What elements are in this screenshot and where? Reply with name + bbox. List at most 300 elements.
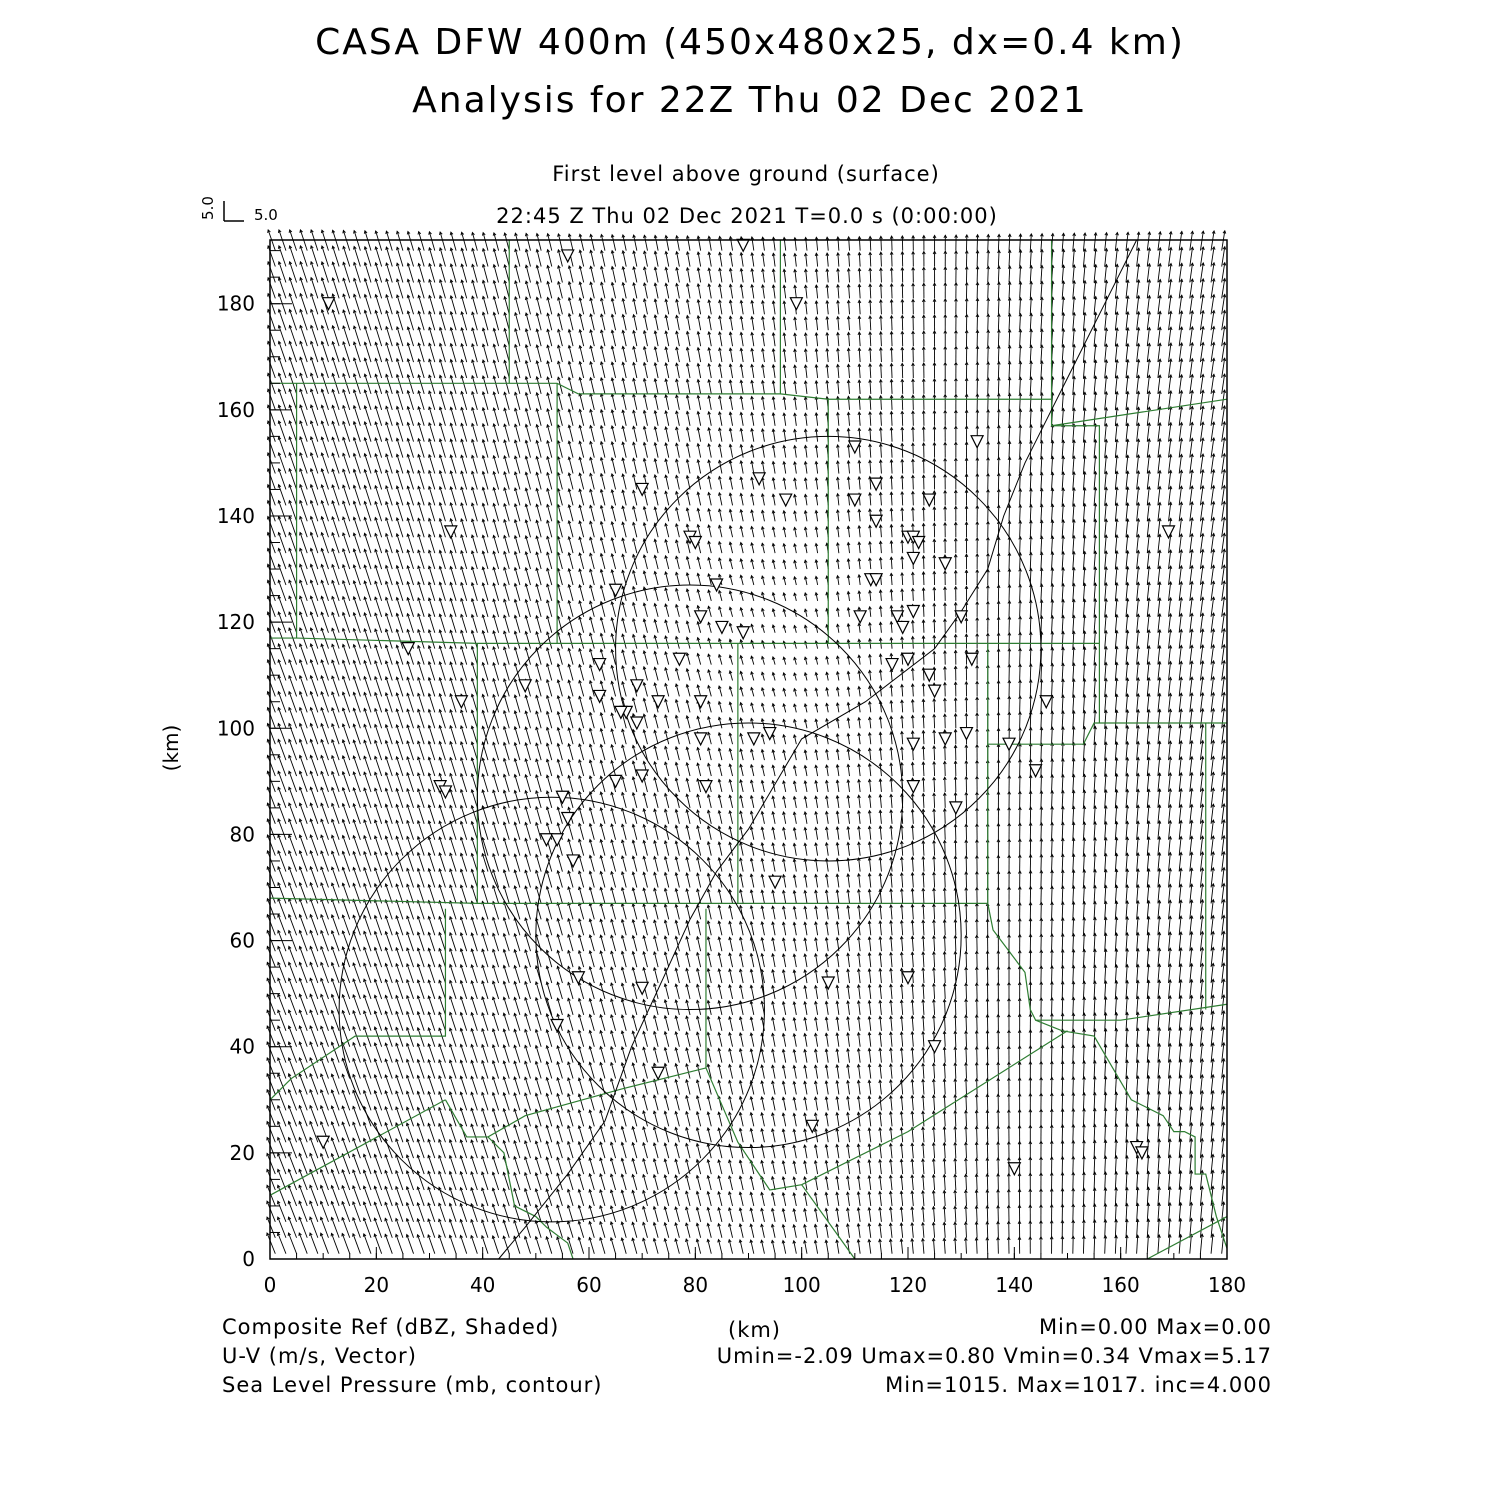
wind-vector (579, 1142, 584, 1158)
wind-vector (515, 711, 520, 728)
wind-vector (289, 739, 297, 760)
wind-vector (547, 393, 551, 410)
wind-vector (494, 424, 499, 442)
wind-vector (591, 314, 595, 330)
wind-vector (418, 646, 424, 665)
wind-vector (289, 962, 297, 983)
wind-vector (579, 1190, 584, 1206)
wind-vector (439, 917, 445, 936)
wind-vector (439, 837, 445, 856)
wind-vector (439, 1060, 445, 1079)
wind-vector (547, 1141, 552, 1158)
wind-vector (547, 759, 552, 776)
wind-vector (515, 647, 520, 664)
wind-vector (482, 885, 488, 903)
wind-vector (267, 946, 275, 967)
wind-vector (310, 946, 318, 967)
wind-vector (579, 935, 584, 951)
wind-vector (450, 869, 456, 887)
wind-vector (418, 948, 424, 967)
wind-vector (418, 375, 424, 394)
wind-vector (440, 423, 446, 442)
wind-vector (440, 503, 446, 522)
wind-vector (472, 471, 477, 489)
wind-vector (580, 314, 584, 330)
wind-vector (633, 1190, 637, 1206)
wind-vector (569, 601, 573, 617)
wind-vector (428, 1219, 435, 1238)
wind-vector (526, 456, 531, 473)
wind-vector (644, 968, 648, 983)
wind-vector (611, 983, 615, 999)
wind-vector (429, 964, 435, 983)
wind-vector (310, 994, 318, 1015)
wind-vector (633, 1159, 637, 1175)
wind-vector (461, 1044, 467, 1062)
wind-vector (601, 522, 605, 538)
wind-vector (289, 978, 297, 999)
wind-vector (300, 580, 307, 601)
wind-vector (439, 853, 445, 872)
wind-vector (493, 806, 498, 824)
wind-vector (558, 664, 563, 680)
wind-vector (515, 838, 520, 855)
wind-vector (611, 999, 615, 1015)
wind-vector (537, 472, 542, 489)
wind-vector (418, 980, 424, 999)
wind-vector (547, 584, 552, 601)
wind-vector (568, 1173, 573, 1190)
wind-vector (504, 583, 509, 601)
wind-vector (526, 424, 531, 441)
wind-vector (493, 854, 498, 872)
wind-vector (493, 1077, 499, 1095)
wind-vector (289, 692, 296, 713)
wind-vector (461, 567, 466, 585)
wind-vector (289, 946, 297, 967)
wind-vector (557, 1062, 562, 1079)
wind-vector (311, 771, 318, 792)
wind-vector (504, 631, 509, 649)
wind-vector (268, 501, 275, 522)
wind-vector (450, 1060, 456, 1078)
wind-vector (525, 1029, 530, 1046)
wind-vector (591, 298, 595, 314)
wind-vector (418, 1012, 424, 1031)
wind-vector (557, 1046, 562, 1063)
wind-vector (644, 936, 648, 951)
wind-vector (461, 1092, 467, 1110)
wind-vector (461, 869, 467, 887)
wind-vector (622, 777, 626, 792)
wind-vector (429, 311, 435, 330)
wind-vector (419, 263, 425, 282)
wind-vector (482, 933, 488, 951)
wind-vector (580, 250, 584, 266)
wind-vector (418, 630, 424, 649)
wind-vector (300, 421, 307, 442)
wind-vector (558, 744, 563, 761)
wind-vector (268, 421, 275, 442)
wind-vector (461, 742, 467, 760)
wind-vector (429, 455, 435, 474)
wind-vector (300, 453, 307, 474)
wind-vector (418, 359, 424, 378)
wind-vector (536, 839, 541, 856)
wind-vector (504, 965, 509, 983)
wind-vector (580, 505, 584, 521)
wind-vector (418, 884, 424, 903)
wind-vector (633, 1015, 637, 1031)
wind-vector (418, 598, 424, 617)
wind-vector (643, 1095, 647, 1110)
wind-vector (504, 695, 509, 713)
wind-vector (622, 1031, 626, 1047)
wind-vector (289, 389, 296, 410)
wind-vector (418, 1123, 425, 1142)
wind-vector (279, 437, 286, 458)
wind-vector (483, 535, 488, 553)
wind-vector (364, 1234, 371, 1254)
wind-vector (450, 662, 456, 680)
wind-vector (569, 346, 573, 363)
wind-vector (547, 1062, 552, 1079)
wind-vector (483, 265, 488, 283)
wind-vector (268, 564, 276, 585)
wind-vector (267, 915, 275, 936)
wind-vector (558, 441, 562, 458)
wind-vector (268, 660, 276, 681)
wind-vector (504, 663, 509, 681)
wind-vector (311, 787, 318, 808)
wind-vector (600, 1158, 605, 1174)
wind-vector (504, 822, 509, 840)
wind-vector (278, 946, 286, 967)
wind-vector (504, 1204, 510, 1222)
wind-vector (526, 600, 531, 617)
wind-vector (483, 424, 488, 442)
wind-vector (461, 1076, 467, 1094)
wind-vector (622, 1142, 626, 1158)
wind-vector (654, 1079, 658, 1094)
wind-vector (601, 362, 605, 378)
wind-vector (278, 1026, 286, 1047)
wind-vector (279, 469, 286, 490)
wind-vector (418, 709, 424, 728)
wind-vector (515, 361, 520, 378)
wind-vector (300, 771, 307, 792)
wind-vector (504, 504, 509, 522)
wind-vector (633, 824, 637, 839)
wind-vector (418, 900, 424, 919)
wind-vector (514, 1173, 520, 1190)
wind-vector (300, 708, 307, 729)
wind-vector (419, 311, 425, 330)
wind-vector (472, 280, 477, 298)
wind-vector (590, 951, 595, 967)
wind-vector (429, 502, 435, 521)
wind-vector (289, 437, 296, 458)
wind-vector (300, 978, 308, 999)
wind-vector (461, 1108, 467, 1126)
wind-vector (461, 806, 467, 824)
wind-vector (569, 457, 573, 473)
wind-vector (440, 312, 445, 331)
wind-vector (580, 346, 584, 362)
wind-vector (525, 982, 530, 999)
wind-vector (440, 343, 445, 362)
wind-vector (483, 663, 488, 681)
wind-vector (471, 1188, 477, 1206)
wind-vector (504, 838, 509, 856)
wind-vector (633, 1222, 637, 1238)
wind-vector (471, 1140, 477, 1158)
wind-vector (419, 343, 425, 362)
wind-vector (654, 1047, 658, 1062)
wind-vector (568, 791, 573, 807)
wind-vector (558, 234, 562, 251)
wind-vector (536, 1157, 541, 1174)
wind-vector (579, 665, 583, 681)
wind-vector (633, 1143, 637, 1159)
wind-vector (450, 789, 456, 807)
wind-vector (267, 1026, 275, 1047)
wind-vector (558, 425, 562, 442)
wind-vector (278, 1122, 286, 1143)
wind-vector (300, 946, 308, 967)
wind-vector (590, 426, 594, 442)
wind-vector (569, 314, 573, 331)
wind-vector (547, 887, 552, 904)
wind-vector (429, 582, 435, 601)
wind-vector (439, 1076, 445, 1095)
wind-vector (471, 1092, 477, 1110)
wind-vector (461, 599, 466, 617)
wind-vector (590, 1110, 595, 1126)
wind-vector (268, 389, 275, 410)
wind-vector (494, 519, 499, 537)
wind-vector (654, 1127, 658, 1142)
wind-vector (483, 280, 488, 298)
wind-vector (311, 437, 318, 458)
wind-vector (311, 517, 318, 538)
wind-vector (418, 1028, 424, 1047)
wind-vector (547, 489, 551, 506)
wind-vector (472, 503, 477, 521)
wind-vector (526, 759, 531, 776)
wind-vector (590, 505, 594, 521)
wind-vector (612, 697, 616, 712)
wind-vector (440, 710, 446, 729)
wind-vector (515, 472, 520, 489)
wind-vector (472, 519, 477, 537)
wind-vector (418, 1139, 425, 1158)
wind-vector (504, 360, 509, 378)
wind-vector (504, 1093, 510, 1111)
wind-vector (579, 983, 584, 999)
wind-vector (472, 869, 478, 887)
wind-vector (654, 1111, 658, 1126)
wind-vector (439, 1171, 445, 1190)
wind-vector (590, 744, 594, 760)
wind-vector (461, 726, 467, 744)
wind-vector (311, 325, 318, 346)
wind-vector (579, 1014, 584, 1030)
wind-vector (440, 694, 446, 713)
wind-vector (279, 421, 286, 442)
wind-vector (590, 1206, 595, 1222)
wind-vector (428, 1123, 434, 1142)
wind-vector (289, 1074, 297, 1095)
wind-vector (580, 362, 584, 378)
wind-vector (568, 1205, 573, 1222)
wind-vector (440, 535, 446, 554)
wind-vector (482, 1124, 488, 1142)
wind-vector (494, 297, 499, 315)
wind-vector (439, 933, 445, 952)
wind-vector (299, 1153, 307, 1174)
wind-vector (267, 1217, 275, 1238)
wind-vector (418, 407, 424, 426)
wind-vector (665, 1223, 669, 1238)
wind-vector (547, 966, 552, 983)
wind-vector (267, 1074, 275, 1095)
wind-vector (461, 901, 467, 919)
wind-vector (515, 329, 520, 346)
wind-vector (568, 919, 573, 936)
wind-vector (310, 962, 318, 983)
wind-vector (537, 568, 542, 585)
wind-vector (558, 584, 562, 600)
wind-vector (568, 839, 573, 856)
wind-vector (461, 933, 467, 951)
wind-vector (547, 536, 551, 553)
wind-vector (611, 1174, 616, 1190)
wind-vector (654, 1143, 658, 1158)
wind-vector (279, 485, 286, 506)
wind-vector (429, 598, 435, 617)
wind-vector (601, 282, 605, 298)
wind-vector (504, 981, 509, 999)
wind-vector (536, 982, 541, 999)
wind-vector (494, 567, 499, 585)
wind-vector (482, 1172, 488, 1190)
wind-vector (493, 1013, 499, 1031)
wind-vector (547, 1046, 552, 1063)
wind-vector (268, 755, 276, 776)
wind-vector (601, 378, 605, 394)
wind-vector (493, 583, 498, 601)
wind-vector (505, 281, 510, 299)
wind-vector (429, 948, 435, 967)
wind-vector (483, 472, 488, 490)
wind-vector (643, 1191, 647, 1206)
wind-vector (558, 887, 563, 904)
wind-vector (311, 341, 318, 362)
wind-vector (472, 647, 477, 665)
wind-vector (300, 1026, 308, 1047)
wind-vector (462, 232, 467, 250)
wind-vector (601, 887, 605, 903)
wind-vector (590, 569, 594, 585)
wind-vector (643, 1015, 647, 1030)
wind-vector (494, 504, 499, 522)
wind-vector (504, 997, 509, 1015)
wind-vector (429, 996, 435, 1015)
wind-vector (429, 359, 435, 378)
wind-vector (311, 755, 318, 776)
wind-vector (547, 950, 552, 967)
wind-vector (310, 1090, 318, 1111)
wind-vector (439, 821, 445, 840)
wind-vector (278, 1137, 286, 1158)
wind-vector (568, 1158, 573, 1175)
wind-vector (310, 1122, 318, 1143)
wind-vector (548, 250, 552, 267)
wind-vector (471, 1124, 477, 1142)
wind-vector (493, 949, 499, 967)
wind-vector (526, 393, 531, 410)
wind-vector (268, 405, 275, 426)
wind-vector (547, 1078, 552, 1095)
wind-vector (526, 488, 531, 505)
wind-vector (643, 1127, 647, 1142)
wind-vector (311, 294, 318, 315)
wind-vector (558, 775, 563, 792)
wind-vector (289, 485, 296, 506)
wind-vector (289, 867, 297, 888)
wind-vector (547, 664, 552, 681)
wind-vector (311, 724, 318, 745)
wind-vector (278, 787, 286, 808)
wind-vector (451, 487, 456, 505)
wind-vector (429, 327, 435, 346)
wind-vector (461, 471, 466, 489)
wind-vector (654, 1095, 658, 1110)
wind-vector (515, 934, 520, 951)
wind-vector (601, 999, 605, 1015)
wind-vector (579, 808, 583, 824)
wind-vector (504, 440, 509, 458)
wind-vector (419, 327, 425, 346)
wind-vector (526, 520, 531, 537)
wind-vector (461, 710, 467, 728)
wind-vector (310, 978, 318, 999)
wind-vector (300, 310, 307, 331)
wind-vector (601, 298, 605, 314)
wind-vector (569, 393, 573, 410)
wind-vector (428, 1155, 434, 1174)
wind-vector (472, 742, 478, 760)
wind-vector (300, 883, 308, 904)
wind-vector (471, 1172, 477, 1190)
wind-vector (462, 248, 467, 266)
wind-vector (310, 1026, 318, 1047)
wind-vector (461, 1060, 467, 1078)
wind-vector (504, 1029, 510, 1047)
wind-vector (526, 504, 531, 521)
wind-vector (601, 426, 605, 442)
wind-vector (557, 1157, 562, 1174)
wind-vector (429, 741, 435, 760)
wind-vector (537, 297, 541, 314)
wind-vector (300, 564, 307, 585)
wind-vector (461, 997, 467, 1015)
wind-vector (461, 614, 467, 632)
wind-vector (450, 1028, 456, 1046)
wind-vector (494, 328, 499, 346)
wind-vector (300, 278, 307, 299)
